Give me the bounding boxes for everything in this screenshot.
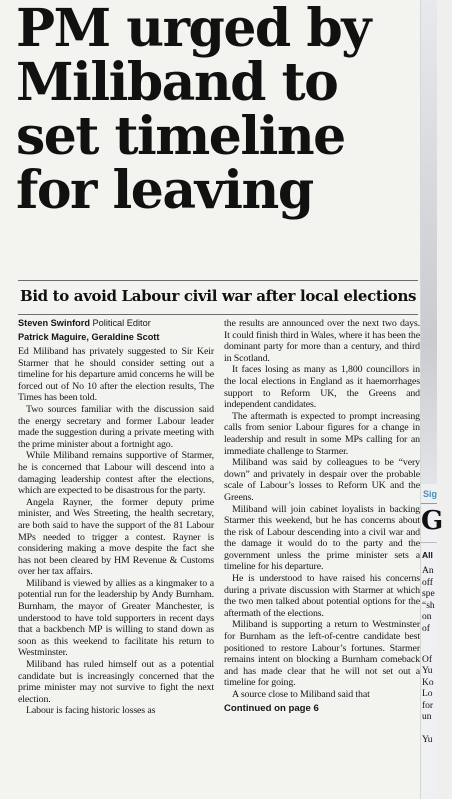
- adjacent-text-fragment: off: [422, 577, 433, 588]
- adjacent-label: All: [422, 550, 433, 560]
- adjacent-text-fragment: on: [422, 612, 432, 622]
- adjacent-headline: G: [421, 506, 444, 536]
- adjacent-rule: [421, 503, 437, 504]
- article-columns: [18, 318, 418, 796]
- adjacent-text-fragment: Ko: [422, 677, 434, 688]
- adjacent-column-fragment: [420, 0, 444, 799]
- paragraph: He is understood to have raised his concerns during a private discussion with Starmer at which the two men talked about potential options for the aftermath of the elections.: [224, 573, 420, 619]
- paragraph: Miliband was said by colleagues to be “very down” and privately in despair over the probable scale of Labour’s losses to Reform UK and the Greens.: [224, 457, 420, 503]
- adjacent-text-fragment: spe: [422, 589, 435, 599]
- paragraph: Miliband is supporting a return to Westminster for Burnham as the left-of-centre candidate best positioned to restore Labour’s fortunes. Starmer remains intent on blocking a Burnham comeback and has made clear that he will not set out a timeline for going.: [224, 619, 420, 689]
- paragraph: Two sources familiar with the discussion said the energy secretary and former Labour leader made the suggestion during a private meeting with the prime minister about a fortnight ago.: [18, 403, 214, 450]
- paragraph: Angela Rayner, the former deputy prime minister, and Wes Streeting, the health secretary, are both said to have the support of the 81 Labour MPs needed to trigger a contest. Rayner is considering making a move despite the fact she has not been cleared by HM Revenue & Customs over her tax affairs.: [18, 496, 214, 578]
- paragraph: A source close to Miliband said that: [232, 689, 370, 700]
- adjacent-photo: [421, 0, 437, 484]
- paragraph: While Miliband remains supportive of Starmer, he is concerned that Labour will descend into a damaging leadership contest after the elections, which are expected to be disastrous for the party.: [18, 450, 214, 497]
- headline-line: Miliband to: [16, 52, 338, 113]
- adjacent-text-fragment: of: [422, 623, 430, 634]
- adjacent-rule-secondary: [421, 542, 437, 543]
- adjacent-text-fragment: Yu: [422, 735, 433, 745]
- adjacent-text-fragment: [422, 724, 452, 736]
- adjacent-text-fragment: “sh: [422, 600, 435, 611]
- byline-secondary: Patrick Maguire, Geraldine Scott: [18, 332, 160, 342]
- headline-line: for leaving: [16, 160, 313, 221]
- paragraph: Miliband will join cabinet loyalists in backing Starmer this weekend, but he has concerns about the risk of Labour descending into a civil war and the damage it would do to the party and the government unless the prime minister sets a timeline for his departure.: [224, 503, 420, 573]
- standfirst-bottom-rule: [18, 314, 418, 315]
- paragraph: the results are announced over the next two days. It could finish third in Wales, where it has been the dominant party for more than a century, and third in Scotland.: [224, 318, 420, 364]
- adjacent-caption: Sig: [423, 489, 438, 499]
- byline-primary: [18, 318, 214, 329]
- paragraph: It faces losing as many as 1,800 councillors in the local elections in England as it haemorrhages support to Reform UK, the Greens and independent candidates.: [224, 364, 420, 411]
- headline-line: set timeline: [16, 106, 345, 167]
- byline-author: Steven Swinford: [18, 318, 90, 328]
- paragraph: Miliband is viewed by allies as a kingmaker to a potential run for the leadership by Andy Burnham. Burnham, the mayor of Greater Manchester, is understood to have told supporters in recent days that a backbench MP is willing to stand down as soon as this weekend to facilitate his return to Westminster.: [18, 577, 214, 659]
- adjacent-text-fragment: [422, 635, 452, 647]
- standfirst-top-rule: [18, 280, 418, 281]
- headline: [16, 0, 421, 221]
- right-column: [224, 318, 420, 792]
- front-page-article: [8, 0, 418, 799]
- byline-role: Political Editor: [92, 318, 151, 328]
- adjacent-text-fragment: Lo: [422, 689, 433, 699]
- adjacent-text-fragment: Yu: [422, 666, 433, 676]
- paragraph: Labour is facing historic losses as: [26, 705, 156, 717]
- standfirst: Bid to avoid Labour civil war after local elections: [20, 287, 417, 305]
- adjacent-text-fragment: Of: [422, 654, 433, 665]
- adjacent-text-fragment: un: [422, 712, 432, 722]
- headline-line: PM urged by: [16, 0, 370, 59]
- paragraph: Miliband has ruled himself out as a potential candidate but is increasingly concerned that the prime minister may not survive to fight the next election.: [18, 659, 214, 705]
- adjacent-text-fragment: for: [422, 700, 434, 711]
- left-column: [18, 318, 214, 792]
- adjacent-text-fragment: An: [422, 566, 434, 576]
- paragraph: The aftermath is expected to prompt increasing calls from senior Labour figures for a change in leadership and result in some MPs calling for an immediate challenge to Starmer.: [224, 410, 420, 457]
- continued-note: Continued on page 6: [224, 702, 319, 714]
- paragraph: Ed Miliband has privately suggested to Sir Keir Starmer that he should consider setting out a timeline for his departure amid concerns he will be forced out of No 10 after the election results, The Times has been told.: [18, 346, 214, 404]
- adjacent-text-fragments: [422, 566, 452, 747]
